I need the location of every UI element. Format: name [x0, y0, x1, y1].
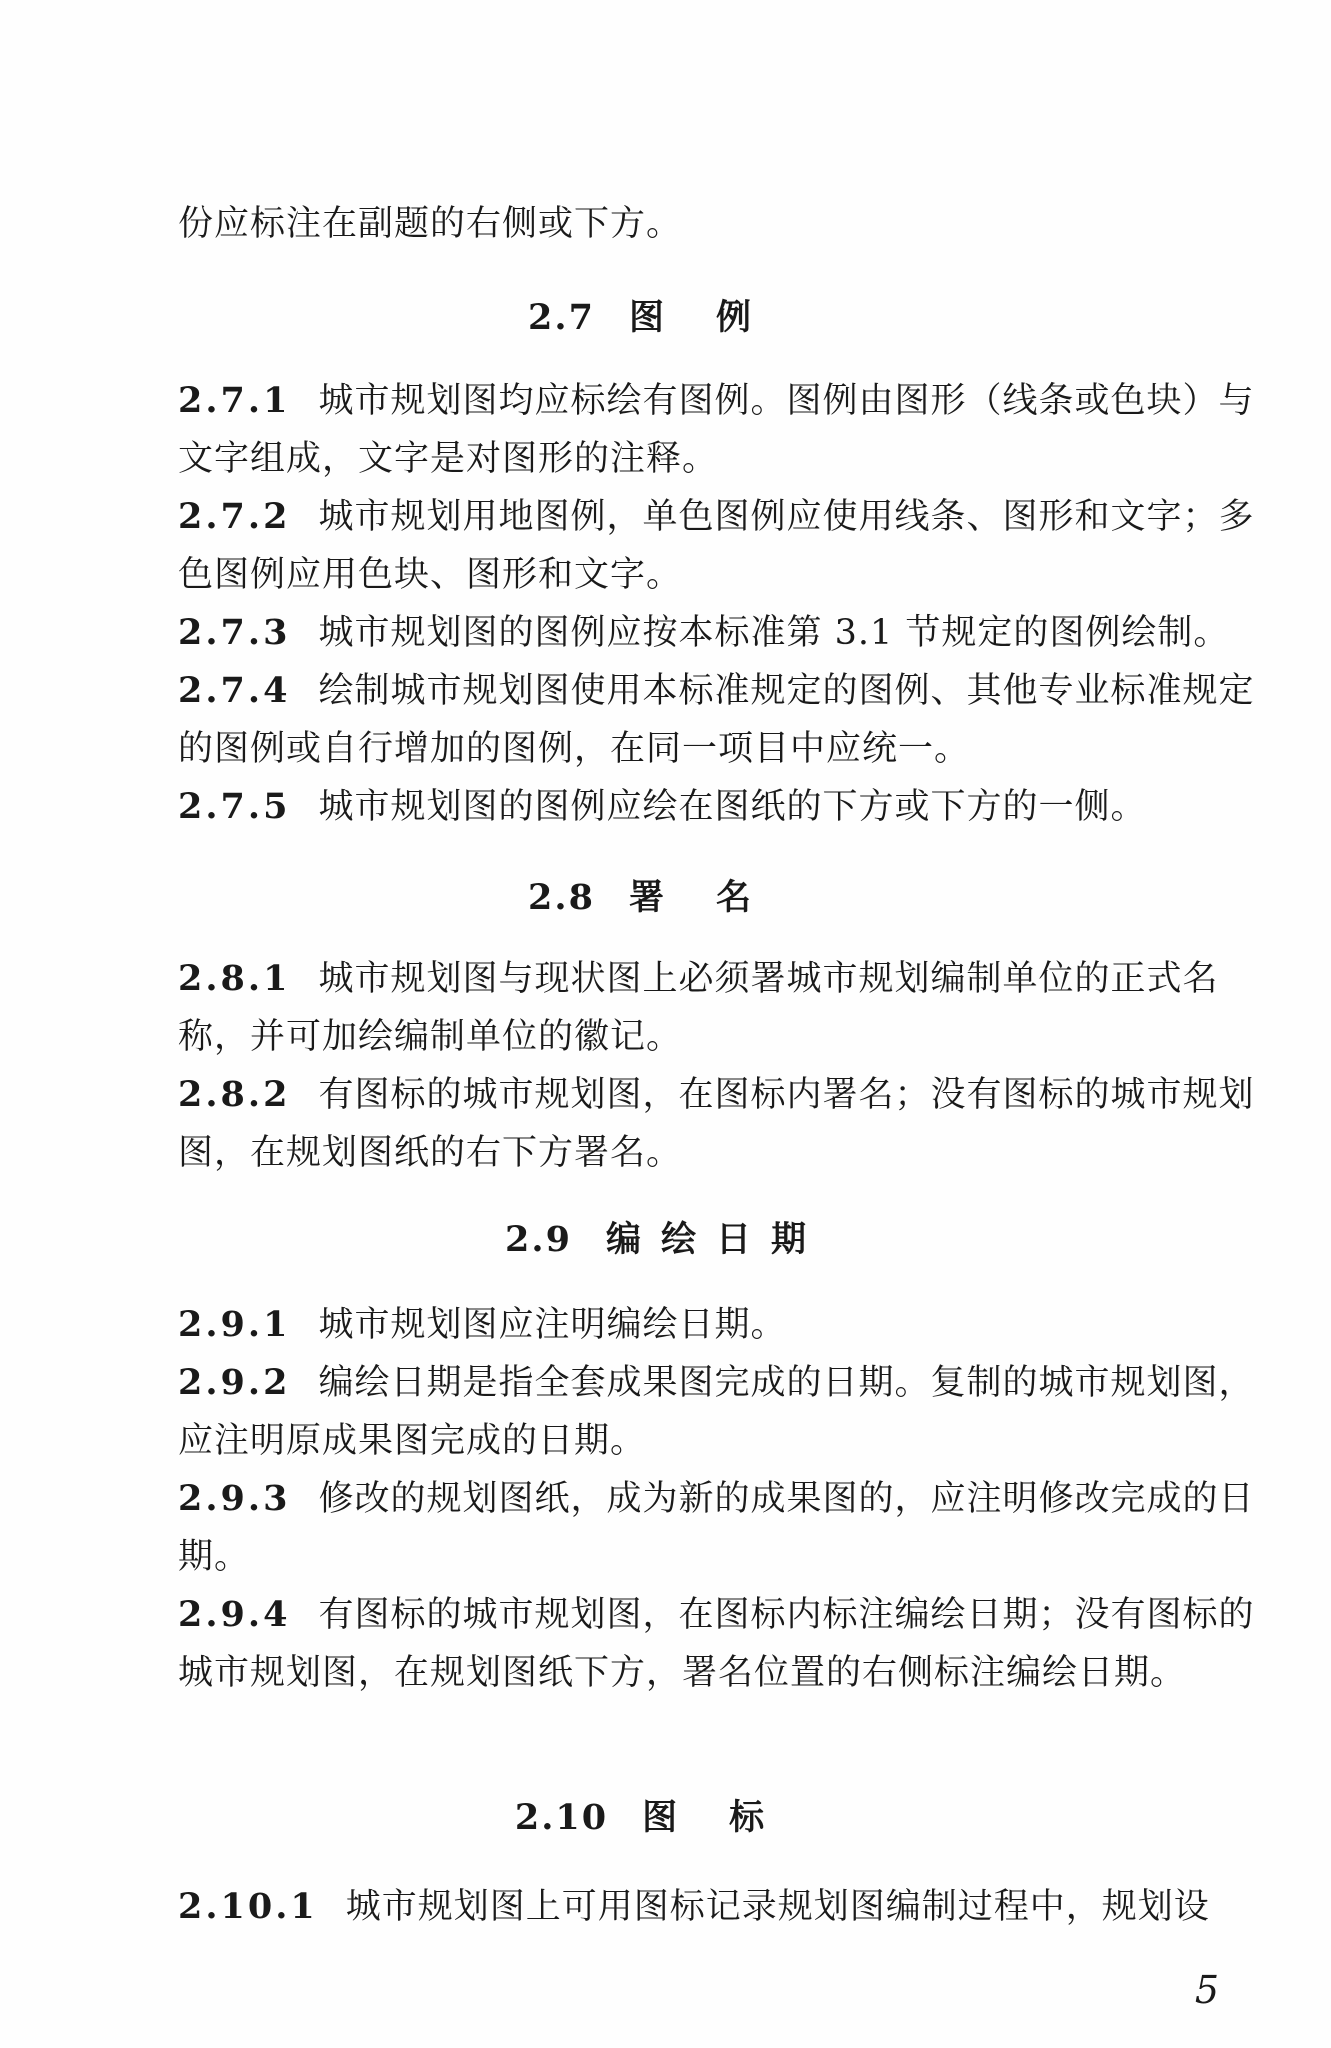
section-body-2-10 [178, 1878, 1258, 1936]
section-number: 2.10 [514, 1797, 609, 1838]
clause-2-9-4 [178, 1586, 1258, 1702]
clause-number: 2.8.2 [178, 1074, 291, 1115]
clause-text: 城市规划图与现状图上必须署城市规划编制单位的正式名称，并可加绘编制单位的徽记。 [178, 959, 1219, 1057]
clause-number: 2.10.1 [178, 1886, 318, 1927]
clause-text: 有图标的城市规划图，在图标内署名；没有图标的城市规划图，在规划图纸的右下方署名。 [178, 1075, 1255, 1173]
page-number: 5 [1194, 1968, 1219, 2012]
section-number: 2.9 [505, 1219, 572, 1260]
section-body-2-8 [178, 950, 1258, 1182]
clause-2-7-2 [178, 488, 1258, 604]
clause-number: 2.9.2 [178, 1362, 291, 1403]
clause-number: 2.7.4 [178, 670, 291, 711]
clause-text: 城市规划图上可用图标记录规划图编制过程中，规划设 [345, 1887, 1210, 1927]
clause-2-9-3 [178, 1470, 1258, 1586]
clause-text: 城市规划图应注明编绘日期。 [318, 1305, 787, 1345]
clause-text: 城市规划图的图例应按本标准第 3.1 节规定的图例绘制。 [318, 613, 1230, 653]
clause-2-8-2 [178, 1066, 1258, 1182]
section-title: 署名 [628, 878, 803, 918]
clause-2-7-1 [178, 372, 1258, 488]
section-heading-2-10 [0, 1790, 1331, 1840]
clause-2-10-1 [178, 1878, 1258, 1936]
clause-text: 城市规划用地图例，单色图例应使用线条、图形和文字；多色图例应用色块、图形和文字。 [178, 497, 1255, 595]
clause-number: 2.9.4 [178, 1594, 291, 1635]
section-body-2-9 [178, 1296, 1258, 1702]
clause-2-9-2 [178, 1354, 1258, 1470]
clause-text: 城市规划图的图例应绘在图纸的下方或下方的一侧。 [318, 787, 1147, 827]
clause-number: 2.7.5 [178, 786, 291, 827]
clause-2-7-3 [178, 604, 1258, 662]
section-title: 编绘日期 [605, 1220, 826, 1260]
section-number: 2.8 [528, 877, 595, 918]
section-heading-2-8 [0, 870, 1331, 920]
clause-text: 有图标的城市规划图，在图标内标注编绘日期；没有图标的城市规划图，在规划图纸下方，署名位置的右侧标注编绘日期。 [178, 1595, 1255, 1693]
clause-text: 绘制城市规划图使用本标准规定的图例、其他专业标准规定的图例或自行增加的图例，在同一项目中应统一。 [178, 671, 1255, 769]
clause-text: 修改的规划图纸，成为新的成果图的，应注明修改完成的日期。 [178, 1479, 1255, 1577]
section-title: 图标 [642, 1798, 817, 1838]
section-title: 图例 [628, 298, 803, 338]
clause-number: 2.7.1 [178, 380, 291, 421]
clause-number: 2.7.3 [178, 612, 291, 653]
clause-text: 编绘日期是指全套成果图完成的日期。复制的城市规划图，应注明原成果图完成的日期。 [178, 1363, 1255, 1461]
section-number: 2.7 [528, 297, 595, 338]
clause-number: 2.9.1 [178, 1304, 291, 1345]
clause-2-9-1 [178, 1296, 1258, 1354]
clause-2-7-5 [178, 778, 1258, 836]
section-body-2-7 [178, 372, 1258, 836]
section-heading-2-7 [0, 290, 1331, 340]
clause-number: 2.9.3 [178, 1478, 291, 1519]
section-heading-2-9 [0, 1212, 1331, 1262]
intro-line: 份应标注在副题的右侧或下方。 [178, 204, 683, 244]
clause-text: 城市规划图均应标绘有图例。图例由图形（线条或色块）与文字组成，文字是对图形的注释。 [178, 381, 1255, 479]
clause-number: 2.7.2 [178, 496, 291, 537]
clause-number: 2.8.1 [178, 958, 291, 999]
clause-2-8-1 [178, 950, 1258, 1066]
clause-2-7-4 [178, 662, 1258, 778]
